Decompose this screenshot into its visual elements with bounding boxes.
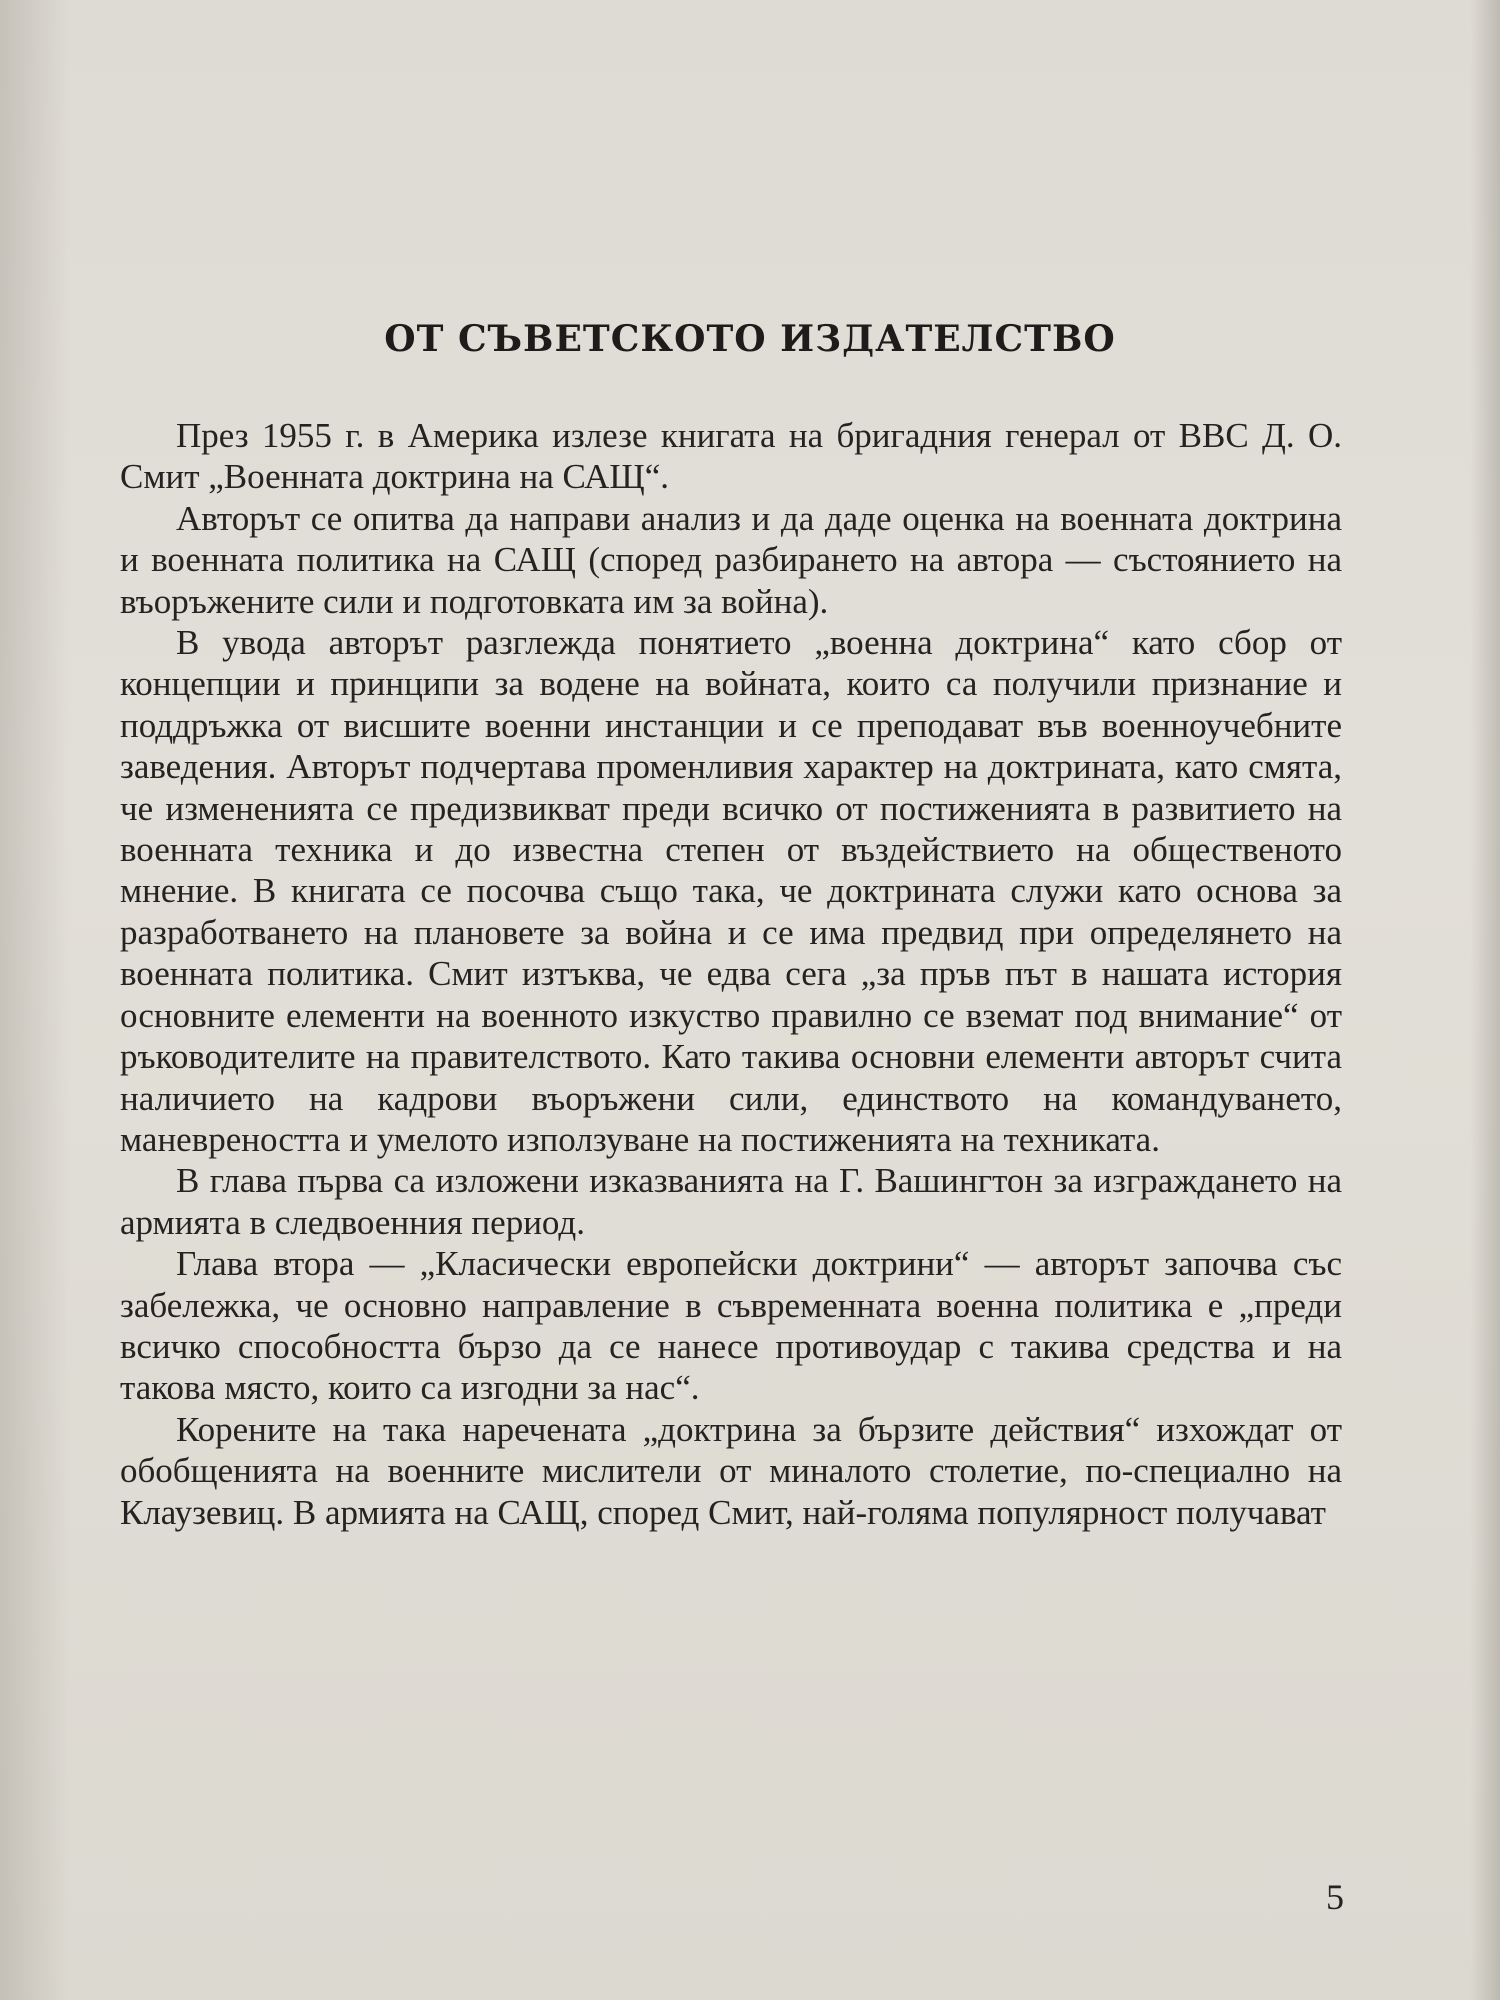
page-number: 5 <box>1326 1877 1344 1917</box>
paragraph: През 1955 г. в Америка излезе книгата на бригадния генерал от ВВС Д. О. Смит „Военната доктрина на САЩ“. <box>120 416 1342 497</box>
page-title: ОТ СЪВЕТСКОТО ИЗДАТЕЛСТВО <box>384 318 1116 360</box>
paragraph: Корените на така наречената „доктрина за бързите действия“ изхождат от обобщенията на военните мислители от миналото столетие, по-специално на Клаузевиц. В армията на САЩ, според Смит, най-голяма популярност получават <box>120 1409 1342 1532</box>
page-edge-shadow <box>1470 0 1500 2000</box>
body-text <box>120 415 1342 1533</box>
paragraph: В глава първа са изложени изказванията на Г. Вашингтон за изграждането на армията в следвоенния период. <box>120 1161 1342 1242</box>
paragraph: Глава втора — „Класически европейски доктрини“ — авторът започва със забележка, че основно направление в съвременната военна политика е „преди всичко способността бързо да се нанесе противоудар с такива средства и на такова място, които са изгодни за нас“. <box>120 1244 1342 1408</box>
paragraph: В увода авторът разглежда понятието „военна доктрина“ като сбор от концепции и принципи за водене на войната, които са получили признание и поддръжка от висшите военни инстанции и се преподават във военноучебните заведения. Авторът подчертава променливия характер на доктрината, като смята, че измененията се предизвикват преди всичко от постиженията в развитието на военната техника и до известна степен от въздействието на общественото мнение. В книгата се посочва също така, че доктрината служи като основа за разработването на плановете за война и се има предвид при определянето на военната политика. Смит изтъква, че едва сега „за пръв път в нашата история основните елементи на военното изкуство правилно се вземат под внимание“ от ръководителите на правителството. Като такива основни елементи авторът счита наличието на кадрови въоръжени сили, единството на командуването, маневреността и умелото използуване на постиженията на техниката. <box>120 623 1342 1159</box>
page-gutter-shadow <box>0 0 70 2000</box>
paragraph: Авторът се опитва да направи анализ и да даде оценка на военната доктрина и военната политика на САЩ (според разбирането на автора — състоянието на въоръжените сили и подготовката им за война). <box>120 498 1342 621</box>
